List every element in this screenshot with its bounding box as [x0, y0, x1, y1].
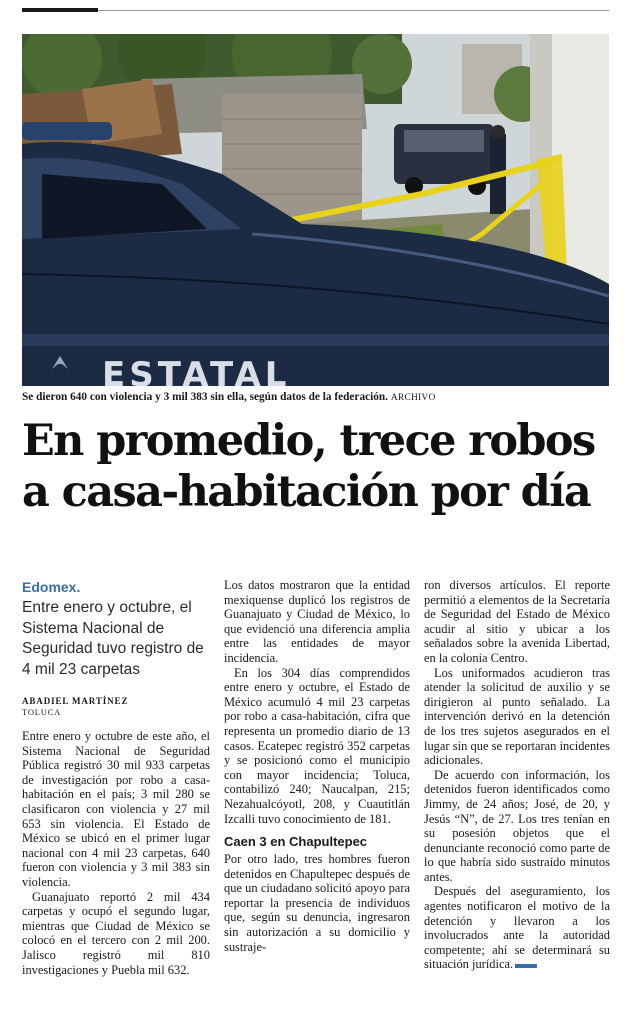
paragraph: Por otro lado, tres hombres fueron detenidos en Chapultepec después de que un ciudadano solicitó apoyo para reportar la presencia de individuos que, según su denuncia, ingresaron sin autorización a su domicilio y sustraje- — [224, 852, 410, 954]
paragraph: Los datos mostraron que la entidad mexiquense duplicó los registros de Guanajuato y Ciudad de México, lo que evidenció una diferencia amplia entre las entidades de mayor incidencia. — [224, 578, 410, 665]
news-photo — [22, 34, 609, 386]
paragraph: Los uniformados acudieron tras atender la solicitud de auxilio y se dirigieron al punto señalado. La intervención derivó en la detención de los tres sujetos asegurados en el lugar sin que se reportaran incidentes adicionales. — [424, 665, 610, 768]
paragraph: De acuerdo con información, los detenidos fueron identificados como Jimmy, de 24 años; José, de 20, y Jesús “N”, de 27. Los tres tenían en su posesión objetos que el denunciante reconoció como parte de lo que habría sido sustraído minutos antes. — [424, 767, 610, 884]
end-mark — [515, 964, 537, 968]
subhead: Caen 3 en Chapultepec — [224, 834, 368, 850]
byline: ABADIEL MARTÍNEZ — [22, 696, 129, 706]
dateline-place: TOLUCA — [22, 707, 62, 717]
article-column-3 — [424, 578, 610, 972]
paragraph — [424, 884, 610, 972]
article-column-2 — [224, 578, 410, 954]
paragraph-final: Después del aseguramiento, los agentes notificaron el motivo de la detención y llevaron a los involucrados ante la autoridad competente; ahí se determinará su situación jurídica. — [424, 884, 610, 972]
paragraph: ron diversos artículos. El reporte permitió a elementos de la Secretaría de Seguridad del Estado de México acudir al sitio y ubicar a los señalados sobre la avenida Libertad, en la colonia Centro. — [424, 578, 610, 665]
top-rule-thin — [98, 10, 609, 11]
photo-credit: ARCHIVO — [390, 393, 436, 403]
headline: En promedio, trece robos a casa-habitación por día — [22, 416, 595, 517]
deck: Entre enero y octubre, el Sistema Nacional de Seguridad tuvo registro de 4 mil 23 carpetas — [22, 599, 204, 678]
paragraph: En los 304 días comprendidos entre enero y octubre, el Estado de México acumuló 4 mil 23 carpetas por robo a casa-habitación, cifra que representa un promedio diario de 13 casos. Ecatepec registró 352 carpetas y se posicionó como el municipio con mayor incidencia; Toluca, contabilizó 240; Naucalpan, 215; Nezahualcóyotl, 208, y Cuautitlán Izcalli tuvo conocimiento de 181. — [224, 665, 410, 826]
photo-caption — [22, 391, 609, 405]
kicker: Edomex. — [22, 579, 81, 595]
police-scene-illustration — [22, 34, 609, 386]
paragraph: Entre enero y octubre de este año, el Sistema Nacional de Seguridad Pública registró 30 mil 933 carpetas de investigación por robo a casa-habitación en el país; 3 mil 280 se clasificaron con violencia y 27 mil 653 sin violencia. El Estado de México se ubicó en el primer lugar nacional con 4 mil 23 carpetas, 640 fueron con violencia y 3 mil 383 sin violencia. — [22, 729, 210, 889]
caption-text: Se dieron 640 con violencia y 3 mil 383 sin ella, según datos de la federación. — [22, 391, 389, 403]
article-column-1 — [22, 578, 210, 977]
top-rule-thick — [22, 8, 98, 12]
paragraph: Guanajuato reportó 2 mil 434 carpetas y ocupó el segundo lugar, mientras que Ciudad de México se colocó en el tercero con 2 mil 200. Jalisco registró mil 810 investigaciones y Puebla mil 632. — [22, 889, 210, 977]
car-lettering: ESTATAL — [102, 355, 291, 386]
